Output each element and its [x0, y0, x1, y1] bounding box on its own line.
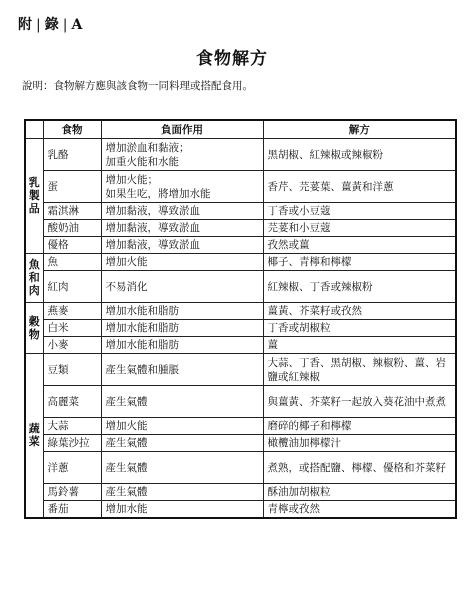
table-row: [25, 271, 456, 303]
remedy-cell: 青檸或孜然: [263, 501, 456, 519]
table-row: [25, 171, 456, 203]
category-label: 魚和肉: [28, 258, 40, 297]
food-cell: 大蒜: [43, 418, 101, 435]
table-row: [25, 452, 456, 484]
table-row: [25, 337, 456, 354]
effect-cell: 增加火能； 如果生吃，將增加水能: [101, 171, 263, 203]
remedy-cell: 大蒜、丁香、黑胡椒、辣椒粉、薑、岩鹽或紅辣椒: [263, 354, 456, 386]
table-row: [25, 320, 456, 337]
page-title: 食物解方: [196, 49, 268, 69]
column-header-remedy: 解方: [263, 120, 456, 139]
header-separator: |: [62, 17, 69, 33]
category-label: 乳製品: [28, 176, 40, 215]
food-cell: 高麗菜: [43, 386, 101, 418]
food-cell: 燕麥: [43, 303, 101, 320]
food-remedy-table: [24, 119, 457, 519]
effect-cell: 產生氣體: [101, 452, 263, 484]
category-label: 穀物: [28, 314, 40, 341]
effect-cell: 產生氣體和腫脹: [101, 354, 263, 386]
food-cell: 乳酪: [43, 139, 101, 171]
food-cell: 紅肉: [43, 271, 101, 303]
remedy-cell: 椰子、青檸和檸檬: [263, 254, 456, 271]
table-row: [25, 501, 456, 519]
effect-cell: 增加淤血和黏液； 加重火能和水能: [101, 139, 263, 171]
table-row: [25, 354, 456, 386]
table-row: [25, 418, 456, 435]
food-cell: 蛋: [43, 171, 101, 203]
remedy-cell: 黑胡椒、紅辣椒或辣椒粉: [263, 139, 456, 171]
effect-cell: 增加黏液，導致淤血: [101, 220, 263, 237]
table-row: [25, 386, 456, 418]
effect-cell: 產生氣體: [101, 484, 263, 501]
remedy-cell: 磨碎的椰子和檸檬: [263, 418, 456, 435]
remedy-cell: 孜然或薑: [263, 237, 456, 254]
food-cell: 豆類: [43, 354, 101, 386]
effect-cell: 產生氣體: [101, 435, 263, 452]
food-cell: 霜淇淋: [43, 203, 101, 220]
category-label: 蔬菜: [28, 422, 40, 448]
table-row: [25, 484, 456, 501]
remedy-cell: 丁香或胡椒粒: [263, 320, 456, 337]
table-row: [25, 203, 456, 220]
effect-cell: 增加火能: [101, 418, 263, 435]
column-header-category: [25, 120, 43, 139]
category-cell: [25, 303, 43, 354]
table-row: [25, 139, 456, 171]
header-appendix-char2: 錄: [44, 17, 60, 33]
table-row: [25, 237, 456, 254]
remedy-cell: 香芹、芫荽葉、薑黃和洋蔥: [263, 171, 456, 203]
table-row: [25, 220, 456, 237]
column-header-effect: 負面作用: [101, 120, 263, 139]
header-appendix-letter: A: [71, 17, 84, 33]
remedy-cell: 芫荽和小豆蔻: [263, 220, 456, 237]
remedy-cell: 薑: [263, 337, 456, 354]
remedy-cell: 紅辣椒、丁香或辣椒粉: [263, 271, 456, 303]
effect-cell: 增加水能和脂肪: [101, 337, 263, 354]
table-row: [25, 254, 456, 271]
effect-cell: 增加水能和脂肪: [101, 320, 263, 337]
food-cell: 番茄: [43, 501, 101, 519]
explanation-note: 說明：食物解方應與該食物一同料理或搭配食用。: [22, 80, 253, 92]
table-row: [25, 303, 456, 320]
remedy-cell: 橄欖油加檸檬汁: [263, 435, 456, 452]
food-cell: 馬鈴薯: [43, 484, 101, 501]
effect-cell: 增加火能: [101, 254, 263, 271]
table-body: [25, 139, 456, 519]
effect-cell: 產生氣體: [101, 386, 263, 418]
header-separator: |: [36, 17, 42, 33]
remedy-cell: 與薑黃、芥菜籽一起放入葵花油中煮煮: [263, 386, 456, 418]
effect-cell: 增加黏液，導致淤血: [101, 203, 263, 220]
effect-cell: 增加水能: [101, 501, 263, 519]
table-row: [25, 435, 456, 452]
food-cell: 酸奶油: [43, 220, 101, 237]
category-cell: [25, 254, 43, 303]
remedy-cell: 薑黃、芥菜籽或孜然: [263, 303, 456, 320]
column-header-food: 食物: [43, 120, 101, 139]
remedy-cell: 酥油加胡椒粒: [263, 484, 456, 501]
page-header: [18, 14, 83, 34]
remedy-cell: 丁香或小豆蔻: [263, 203, 456, 220]
food-cell: 白米: [43, 320, 101, 337]
effect-cell: 增加水能和脂肪: [101, 303, 263, 320]
effect-cell: 不易消化: [101, 271, 263, 303]
food-cell: 小麥: [43, 337, 101, 354]
effect-cell: 增加黏液，導致淤血: [101, 237, 263, 254]
remedy-cell: 煮熟，或搭配鹽、檸檬、優格和芥菜籽: [263, 452, 456, 484]
food-cell: 魚: [43, 254, 101, 271]
food-cell: 綠葉沙拉: [43, 435, 101, 452]
food-cell: 優格: [43, 237, 101, 254]
table-header-row: [25, 120, 456, 139]
header-appendix-char1: 附: [18, 17, 33, 33]
category-cell: [25, 354, 43, 519]
food-cell: 洋蔥: [43, 452, 101, 484]
category-cell: [25, 139, 43, 254]
